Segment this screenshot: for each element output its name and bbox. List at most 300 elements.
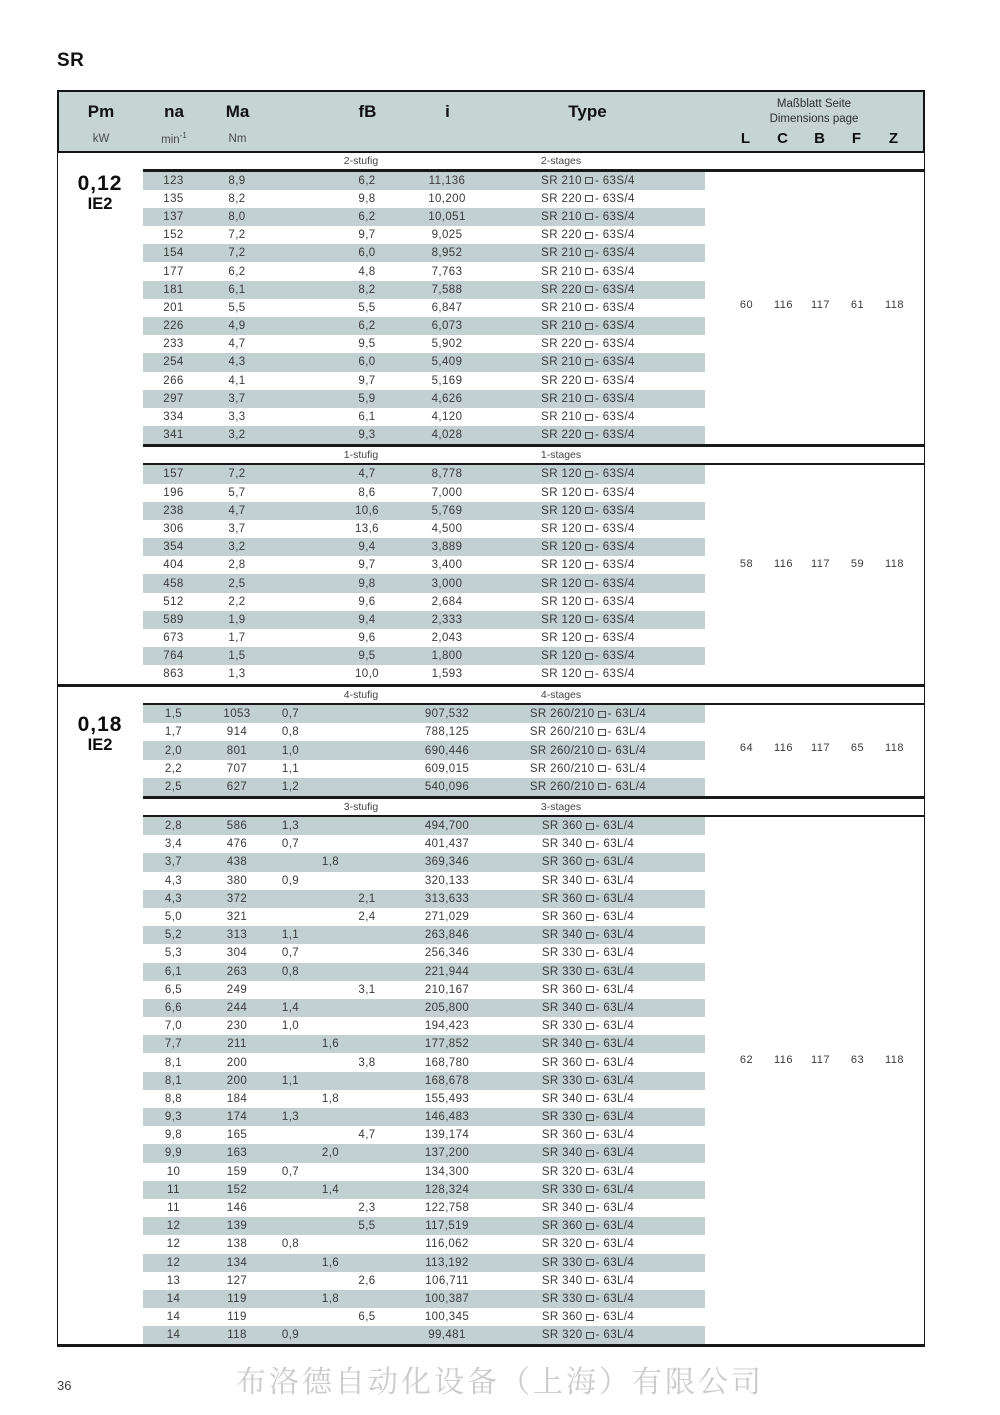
ratio-value: 3,889	[431, 541, 463, 554]
square-placeholder-icon	[586, 932, 594, 939]
na-value: 7,7	[164, 1038, 183, 1051]
gearbox-type: SR 340	[541, 929, 583, 942]
motor-size: - 63S/4	[594, 613, 635, 626]
ratio-value: 5,902	[431, 338, 463, 351]
fb-value: 6,2	[358, 174, 376, 187]
gearbox-type: SR 360	[541, 892, 583, 905]
type-designation	[510, 375, 705, 387]
motor-size: - 63L/4	[595, 1056, 635, 1069]
motor-size: - 63L/4	[595, 1020, 635, 1033]
ratio-value: 313,633	[424, 892, 470, 905]
na-value: 404	[163, 559, 184, 572]
fb-value: 1,1	[281, 1074, 300, 1087]
type-designation	[510, 320, 705, 332]
motor-size: - 63S/4	[594, 392, 635, 405]
ma-value: 200	[226, 1074, 248, 1087]
table-row	[143, 1199, 705, 1217]
table-row	[143, 281, 705, 299]
table-row	[143, 502, 705, 520]
stage-label-de: 4-stufig	[343, 688, 379, 701]
ma-value: 1,7	[228, 632, 246, 645]
fb-value: 13,6	[355, 522, 379, 535]
motor-size: - 63S/4	[594, 522, 635, 535]
ma-value: 174	[226, 1111, 248, 1124]
ma-value: 586	[226, 820, 248, 833]
ratio-value: 194,423	[424, 1020, 470, 1033]
motor-size: - 63L/4	[595, 1183, 635, 1196]
square-placeholder-icon	[586, 1223, 594, 1230]
dims-page-value: 65	[850, 741, 865, 754]
stage-label-band	[58, 153, 924, 169]
square-placeholder-icon	[585, 177, 593, 184]
motor-size: - 63L/4	[595, 1111, 635, 1124]
table-row	[143, 1035, 705, 1053]
stage-label-en: 1-stages	[540, 448, 582, 461]
square-placeholder-icon	[585, 616, 593, 623]
fb-value: 5,5	[358, 301, 376, 314]
motor-size: - 63S/4	[594, 374, 635, 387]
ma-value: 1,9	[228, 613, 246, 626]
type-designation	[510, 875, 705, 887]
ratio-value: 788,125	[424, 726, 470, 739]
square-placeholder-icon	[585, 580, 593, 587]
gearbox-type: SR 210	[541, 265, 582, 278]
fb-value: 6,1	[358, 411, 376, 424]
square-placeholder-icon	[585, 414, 593, 421]
motor-size: - 63L/4	[595, 1074, 635, 1087]
table-row	[143, 390, 705, 408]
table-row	[143, 908, 705, 926]
na-value: 7,0	[164, 1020, 183, 1033]
table-row	[143, 172, 705, 190]
table-row	[143, 353, 705, 371]
fb-value: 0,7	[281, 947, 300, 960]
na-value: 1,5	[164, 708, 183, 721]
motor-size: - 63L/4	[595, 1329, 635, 1342]
ma-value: 4,7	[228, 338, 246, 351]
dims-col-letter: C	[777, 130, 788, 147]
type-designation	[510, 284, 705, 296]
gearbox-type: SR 330	[541, 1074, 583, 1087]
motor-size: - 63L/4	[595, 874, 635, 887]
table-row	[143, 1144, 705, 1162]
square-placeholder-icon	[586, 1059, 594, 1066]
power-value: 0,18	[77, 713, 123, 737]
ma-value: 6,1	[228, 283, 246, 296]
ma-value: 4,7	[228, 504, 246, 517]
table-row	[143, 872, 705, 890]
motor-size: - 63L/4	[595, 983, 635, 996]
fb-value: 2,3	[358, 1202, 376, 1215]
dims-col-letter: F	[851, 130, 862, 147]
na-value: 14	[166, 1292, 181, 1305]
fb-value: 9,5	[358, 650, 376, 663]
type-designation	[510, 1257, 705, 1269]
na-value: 266	[163, 374, 184, 387]
ratio-value: 1,800	[431, 650, 463, 663]
square-placeholder-icon	[585, 323, 593, 330]
ma-value: 7,2	[228, 468, 246, 481]
gearbox-type: SR 210	[541, 356, 582, 369]
stage-label-band	[58, 687, 924, 703]
na-value: 6,1	[164, 965, 183, 978]
ma-value: 146	[226, 1202, 248, 1215]
ma-value: 627	[226, 780, 248, 793]
motor-size: - 63L/4	[595, 965, 635, 978]
ratio-value: 155,493	[424, 1092, 470, 1105]
type-designation	[510, 838, 705, 850]
na-value: 238	[163, 504, 184, 517]
square-placeholder-icon	[586, 895, 594, 902]
type-designation	[510, 487, 705, 499]
square-placeholder-icon	[585, 671, 593, 678]
type-designation	[510, 393, 705, 405]
square-placeholder-icon	[586, 877, 594, 884]
fb-value: 0,7	[281, 1165, 300, 1178]
motor-size: - 63S/4	[594, 229, 635, 242]
ratio-value: 5,169	[431, 374, 463, 387]
square-placeholder-icon	[585, 232, 593, 239]
type-designation	[510, 1293, 705, 1305]
ratio-value: 117,519	[425, 1220, 469, 1233]
fb-value: 0,8	[281, 1238, 300, 1251]
table-row	[143, 538, 705, 556]
dims-page-value: 117	[810, 557, 831, 570]
na-value: 2,5	[164, 780, 183, 793]
gearbox-type: SR 120	[541, 468, 582, 481]
table-row	[143, 629, 705, 647]
table-row	[143, 1217, 705, 1235]
type-designation	[510, 1202, 705, 1214]
fb-value: 9,4	[358, 541, 376, 554]
ratio-value: 2,333	[431, 613, 463, 626]
type-designation	[510, 429, 705, 441]
table-row	[143, 1235, 705, 1253]
gearbox-type: SR 340	[541, 1147, 583, 1160]
motor-size: - 63L/4	[595, 820, 635, 833]
square-placeholder-icon	[586, 1041, 594, 1048]
ma-value: 372	[226, 892, 248, 905]
square-placeholder-icon	[585, 544, 593, 551]
table-row	[143, 1017, 705, 1035]
efficiency-class: IE2	[87, 194, 113, 213]
type-designation	[510, 193, 705, 205]
gearbox-type: SR 330	[541, 1111, 583, 1124]
fb-value: 9,5	[358, 338, 376, 351]
dims-page-values	[706, 558, 924, 570]
na-value: 4,3	[164, 892, 183, 905]
dims-page-value: 58	[739, 557, 754, 570]
table-row	[143, 1254, 705, 1272]
motor-size: - 63L/4	[595, 856, 635, 869]
na-value: 3,7	[164, 856, 183, 869]
ma-value: 3,7	[228, 522, 246, 535]
page-title: SR	[57, 50, 85, 71]
fb-value: 2,0	[321, 1147, 340, 1160]
fb-value: 9,8	[358, 192, 376, 205]
fb-value: 9,3	[358, 429, 376, 442]
fb-value: 10,0	[355, 668, 379, 681]
type-designation	[510, 1166, 705, 1178]
motor-size: - 63S/4	[594, 338, 635, 351]
motor-size: - 63S/4	[594, 559, 635, 572]
ratio-value: 5,769	[431, 504, 463, 517]
ratio-value: 106,711	[425, 1274, 469, 1287]
motor-size: - 63L/4	[607, 744, 647, 757]
square-placeholder-icon	[585, 489, 593, 496]
type-designation	[510, 668, 705, 680]
square-placeholder-icon	[586, 1114, 594, 1121]
fb-value: 9,4	[358, 613, 376, 626]
ratio-value: 10,051	[428, 210, 466, 223]
fb-value: 1,0	[281, 744, 300, 757]
fb-value: 1,4	[281, 1001, 300, 1014]
fb-value: 9,6	[358, 595, 376, 608]
table-row	[143, 1181, 705, 1199]
ma-value: 7,2	[228, 229, 246, 242]
motor-size: - 63S/4	[594, 632, 635, 645]
square-placeholder-icon	[598, 729, 606, 736]
type-designation	[510, 229, 705, 241]
gearbox-type: SR 330	[541, 947, 583, 960]
ratio-value: 7,763	[431, 265, 463, 278]
ratio-value: 256,346	[424, 947, 470, 960]
na-value: 297	[163, 392, 184, 405]
motor-size: - 63S/4	[594, 411, 635, 424]
motor-size: - 63S/4	[594, 577, 635, 590]
table-row	[143, 1090, 705, 1108]
ratio-value: 4,120	[431, 411, 463, 424]
ma-value: 200	[226, 1056, 248, 1069]
ratio-value: 320,133	[424, 874, 470, 887]
gearbox-type: SR 120	[541, 486, 582, 499]
table-row	[143, 226, 705, 244]
table-row	[143, 1326, 705, 1344]
motor-size: - 63L/4	[595, 838, 635, 851]
stage-label-en: 3-stages	[540, 800, 582, 813]
motor-size: - 63S/4	[594, 320, 635, 333]
unit-nm: Nm	[228, 132, 247, 145]
ma-value: 5,5	[228, 301, 246, 314]
ma-value: 119	[227, 1292, 247, 1305]
gearbox-type: SR 340	[541, 1092, 583, 1105]
type-designation	[510, 541, 705, 553]
fb-value: 1,1	[281, 929, 300, 942]
gearbox-type: SR 120	[541, 504, 582, 517]
type-designation	[510, 1220, 705, 1232]
table-row	[143, 926, 705, 944]
table-row	[143, 817, 705, 835]
dims-page-values	[706, 742, 924, 754]
ma-value: 1,5	[228, 650, 246, 663]
ma-value: 438	[226, 856, 248, 869]
dims-page-value: 116	[773, 299, 794, 312]
dims-title-de: Maßblatt Seite	[776, 98, 852, 110]
col-header-pm: Pm	[87, 102, 115, 121]
fb-value: 1,8	[321, 856, 340, 869]
gearbox-type: SR 120	[541, 668, 582, 681]
square-placeholder-icon	[585, 195, 593, 202]
power-value: 0,12	[77, 171, 123, 195]
ma-value: 2,2	[228, 595, 246, 608]
fb-value: 6,5	[358, 1311, 376, 1324]
type-designation	[510, 1075, 705, 1087]
gearbox-type: SR 120	[541, 577, 582, 590]
gearbox-type: SR 120	[541, 559, 582, 572]
dims-col-letter: B	[814, 130, 825, 147]
table-row	[143, 1308, 705, 1326]
gearbox-type: SR 360	[541, 856, 583, 869]
na-value: 9,3	[164, 1111, 183, 1124]
na-value: 12	[166, 1238, 181, 1251]
ma-value: 3,2	[228, 541, 246, 554]
fb-value: 2,6	[358, 1274, 376, 1287]
ma-value: 4,3	[228, 356, 246, 369]
dims-page-title	[705, 92, 923, 126]
ratio-value: 4,626	[431, 392, 463, 405]
fb-value: 5,9	[358, 392, 376, 405]
ratio-value: 116,062	[425, 1238, 469, 1251]
motor-size: - 63L/4	[607, 780, 647, 793]
gearbox-type: SR 220	[541, 338, 582, 351]
na-value: 306	[163, 522, 184, 535]
ratio-value: 210,167	[424, 983, 470, 996]
ratio-value: 134,300	[424, 1165, 470, 1178]
dims-col-letter: L	[740, 130, 751, 147]
na-value: 863	[163, 668, 184, 681]
ma-value: 304	[226, 947, 248, 960]
fb-value: 0,7	[281, 838, 300, 851]
square-placeholder-icon	[586, 1132, 594, 1139]
ratio-value: 271,029	[424, 911, 470, 924]
ma-value: 8,2	[228, 192, 246, 205]
na-value: 14	[166, 1329, 181, 1342]
fb-value: 0,9	[281, 874, 300, 887]
col-header-na: na	[164, 102, 184, 121]
na-value: 137	[163, 210, 184, 223]
table-row	[143, 835, 705, 853]
na-value: 6,6	[164, 1001, 183, 1014]
motor-size: - 63L/4	[595, 1038, 635, 1051]
ma-value: 6,2	[228, 265, 246, 278]
na-value: 11	[167, 1183, 180, 1196]
ratio-value: 99,481	[428, 1329, 466, 1342]
motor-size: - 63S/4	[594, 504, 635, 517]
table-row	[143, 465, 705, 483]
type-designation	[510, 763, 705, 775]
motor-size: - 63L/4	[595, 1292, 635, 1305]
type-designation	[510, 781, 705, 793]
gearbox-type: SR 330	[541, 1292, 583, 1305]
na-value: 2,8	[164, 820, 183, 833]
type-designation	[510, 523, 705, 535]
type-designation	[510, 578, 705, 590]
square-placeholder-icon	[586, 1004, 594, 1011]
na-value: 154	[163, 247, 184, 260]
dims-page-value: 60	[739, 299, 754, 312]
ma-value: 1053	[223, 708, 251, 721]
ratio-value: 690,446	[424, 744, 470, 757]
gearbox-type: SR 260/210	[529, 744, 595, 757]
na-value: 4,3	[164, 874, 183, 887]
ma-value: 5,7	[228, 486, 246, 499]
fb-value: 6,0	[358, 356, 376, 369]
ratio-value: 3,400	[431, 559, 463, 572]
ma-value: 707	[226, 762, 248, 775]
power-group-label	[58, 713, 142, 754]
square-placeholder-icon	[586, 841, 594, 848]
gearbox-type: SR 120	[541, 613, 582, 626]
ratio-value: 205,800	[424, 1001, 470, 1014]
ma-value: 118	[227, 1329, 247, 1342]
fb-value: 2,1	[358, 892, 376, 905]
table-row	[143, 208, 705, 226]
type-designation	[510, 856, 705, 868]
type-designation	[510, 1238, 705, 1250]
ma-value: 313	[226, 929, 248, 942]
table-row	[143, 705, 705, 723]
ma-value: 4,9	[228, 320, 246, 333]
ratio-value: 6,847	[431, 301, 463, 314]
table-row	[143, 853, 705, 871]
ratio-value: 907,532	[424, 708, 470, 721]
fb-value: 1,3	[281, 1111, 300, 1124]
square-placeholder-icon	[586, 986, 594, 993]
square-placeholder-icon	[585, 250, 593, 257]
motor-size: - 63L/4	[595, 1256, 635, 1269]
dims-page-value: 116	[773, 1053, 794, 1066]
fb-value: 9,7	[358, 229, 376, 242]
square-placeholder-icon	[585, 213, 593, 220]
square-placeholder-icon	[585, 432, 593, 439]
table-body	[57, 153, 925, 1347]
table-row	[143, 963, 705, 981]
fb-value: 10,6	[355, 504, 379, 517]
type-designation	[510, 1147, 705, 1159]
gearbox-type: SR 220	[541, 192, 582, 205]
square-placeholder-icon	[598, 747, 606, 754]
type-designation	[510, 911, 705, 923]
ma-value: 163	[226, 1147, 248, 1160]
stage-label-band	[58, 447, 924, 463]
gearbox-type: SR 360	[541, 983, 583, 996]
motor-size: - 63S/4	[594, 595, 635, 608]
na-value: 181	[163, 283, 184, 296]
square-placeholder-icon	[585, 341, 593, 348]
square-placeholder-icon	[585, 268, 593, 275]
unit-kw: kW	[92, 132, 110, 145]
na-value: 673	[163, 632, 184, 645]
gearbox-type: SR 210	[541, 411, 582, 424]
power-group-label	[58, 172, 142, 213]
ratio-value: 494,700	[424, 820, 470, 833]
square-placeholder-icon	[586, 1095, 594, 1102]
table-row	[143, 317, 705, 335]
ratio-value: 2,684	[431, 595, 463, 608]
table-row	[143, 574, 705, 592]
square-placeholder-icon	[598, 765, 606, 772]
ratio-value: 113,192	[425, 1256, 469, 1269]
na-value: 8,8	[164, 1092, 183, 1105]
square-placeholder-icon	[586, 968, 594, 975]
fb-value: 1,0	[281, 1020, 300, 1033]
ratio-value: 8,778	[431, 468, 463, 481]
gearbox-type: SR 360	[541, 1056, 583, 1069]
gearbox-type: SR 210	[541, 320, 582, 333]
na-value: 9,8	[164, 1129, 183, 1142]
table-row	[143, 556, 705, 574]
type-designation	[510, 1111, 705, 1123]
